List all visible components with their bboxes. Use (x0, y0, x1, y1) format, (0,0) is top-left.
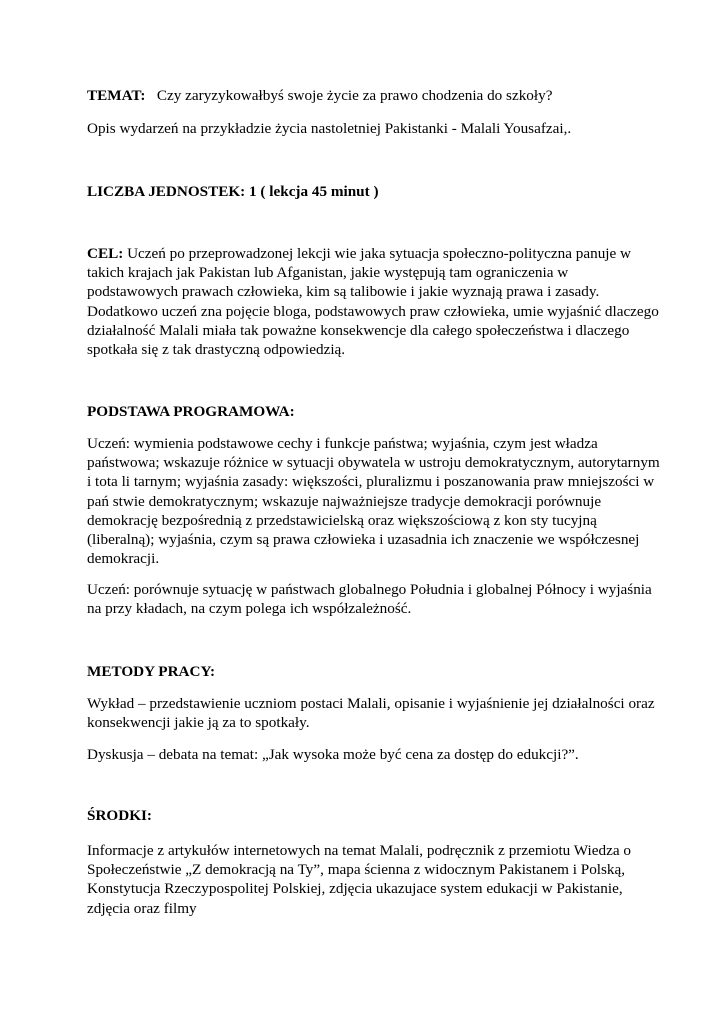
curriculum-paragraph-1 (87, 434, 660, 568)
topic-line (87, 86, 647, 105)
units-heading: LICZBA JEDNOSTEK: 1 ( lekcja 45 minut ) (87, 183, 379, 200)
curriculum-line: demokracji. (87, 550, 160, 568)
resources-line: zdjęcia oraz filmy (87, 899, 197, 917)
curriculum-paragraph-2 (87, 580, 652, 618)
curriculum-line: Uczeń: porównuje sytuację w państwach globalnego Południa i globalnej Północy i wyjaśnia (87, 581, 652, 598)
resources-line: Informacje z artykułów internetowych na temat Malali, podręcznik z przemiotu Wiedza o (87, 842, 631, 859)
goal-line: takich krajach jak Pakistan lub Afganistan, jakie występują tam ograniczenia w (87, 264, 569, 282)
goal-line: Dodatkowo uczeń zna pojęcie bloga, podstawowych praw człowieka, umie wyjaśnić dlaczego (87, 302, 659, 320)
curriculum-line: państwowa; wskazuje różnice w sytuacji obywatela w ustroju demokratycznym, autorytarnym (87, 454, 660, 472)
methods-line: konsekwencji jakie ją za to spotkały. (87, 714, 310, 732)
resources-paragraph (87, 841, 647, 918)
curriculum-line: (liberalną); wyjaśnia, czym są prawa człowieka i uzasadnia ich znaczenie we współczesnej (87, 531, 640, 549)
curriculum-line: pań stwie demokratycznym; wskazuje najważniejsze tradycje demokracji porównuje (87, 492, 602, 510)
curriculum-heading: PODSTAWA PROGRAMOWA: (87, 403, 295, 420)
topic-text: Czy zaryzykowałbyś swoje życie za prawo chodzenia do szkoły? (156, 87, 553, 104)
goal-label: CEL: (87, 245, 124, 262)
methods-line: Wykład – przedstawienie uczniom postaci Malali, opisanie i wyjaśnienie jej działalności oraz (87, 695, 655, 712)
methods-paragraph-2: Dyskusja – debata na temat: „Jak wysoka może być cena za dostęp do edukcji?”. (87, 746, 579, 763)
curriculum-line: na przy kładach, na czym polega ich współzależność. (87, 600, 412, 618)
goal-line: działalność Malali miała tak poważne konsekwencje dla całego społeczeństwa i dlaczego (87, 321, 630, 339)
curriculum-line: Uczeń: wymienia podstawowe cechy i funkcje państwa; wyjaśnia, czym jest władza (87, 435, 598, 452)
curriculum-line: i tota li tarnym; wyjaśnia zasady: większości, pluralizmu i poszanowania praw mniejszości w (87, 473, 655, 491)
description-line: Opis wydarzeń na przykładzie życia nastoletniej Pakistanki - Malali Yousafzai,. (87, 120, 572, 137)
resources-line: Społeczeństwie „Z demokracją na Ty”, mapa ścienna z widocznym Pakistanem i Polską, (87, 861, 626, 879)
resources-line: Konstytucja Rzeczypospolitej Polskiej, zdjęcia ukazujace system edukacji w Pakistanie, (87, 880, 623, 898)
methods-heading: METODY PRACY: (87, 663, 216, 680)
goal-line: spotkała się z tak drastyczną odpowiedzią. (87, 341, 346, 359)
goal-line: CEL: Uczeń po przeprowadzonej lekcji wie jaka sytuacja społeczno-polityczna panuje w (87, 245, 632, 262)
resources-heading: ŚRODKI: (87, 807, 152, 824)
topic-label: TEMAT: (87, 87, 146, 104)
curriculum-line: demokrację bezpośrednią z przedstawicielską oraz większościową z kon sty tucyjną (87, 511, 597, 529)
methods-paragraph-1 (87, 694, 655, 732)
goal-paragraph (87, 244, 659, 359)
goal-line: podstawowych prawach człowieka, kim są talibowie i jakie wyznają prawa i zasady. (87, 283, 600, 301)
